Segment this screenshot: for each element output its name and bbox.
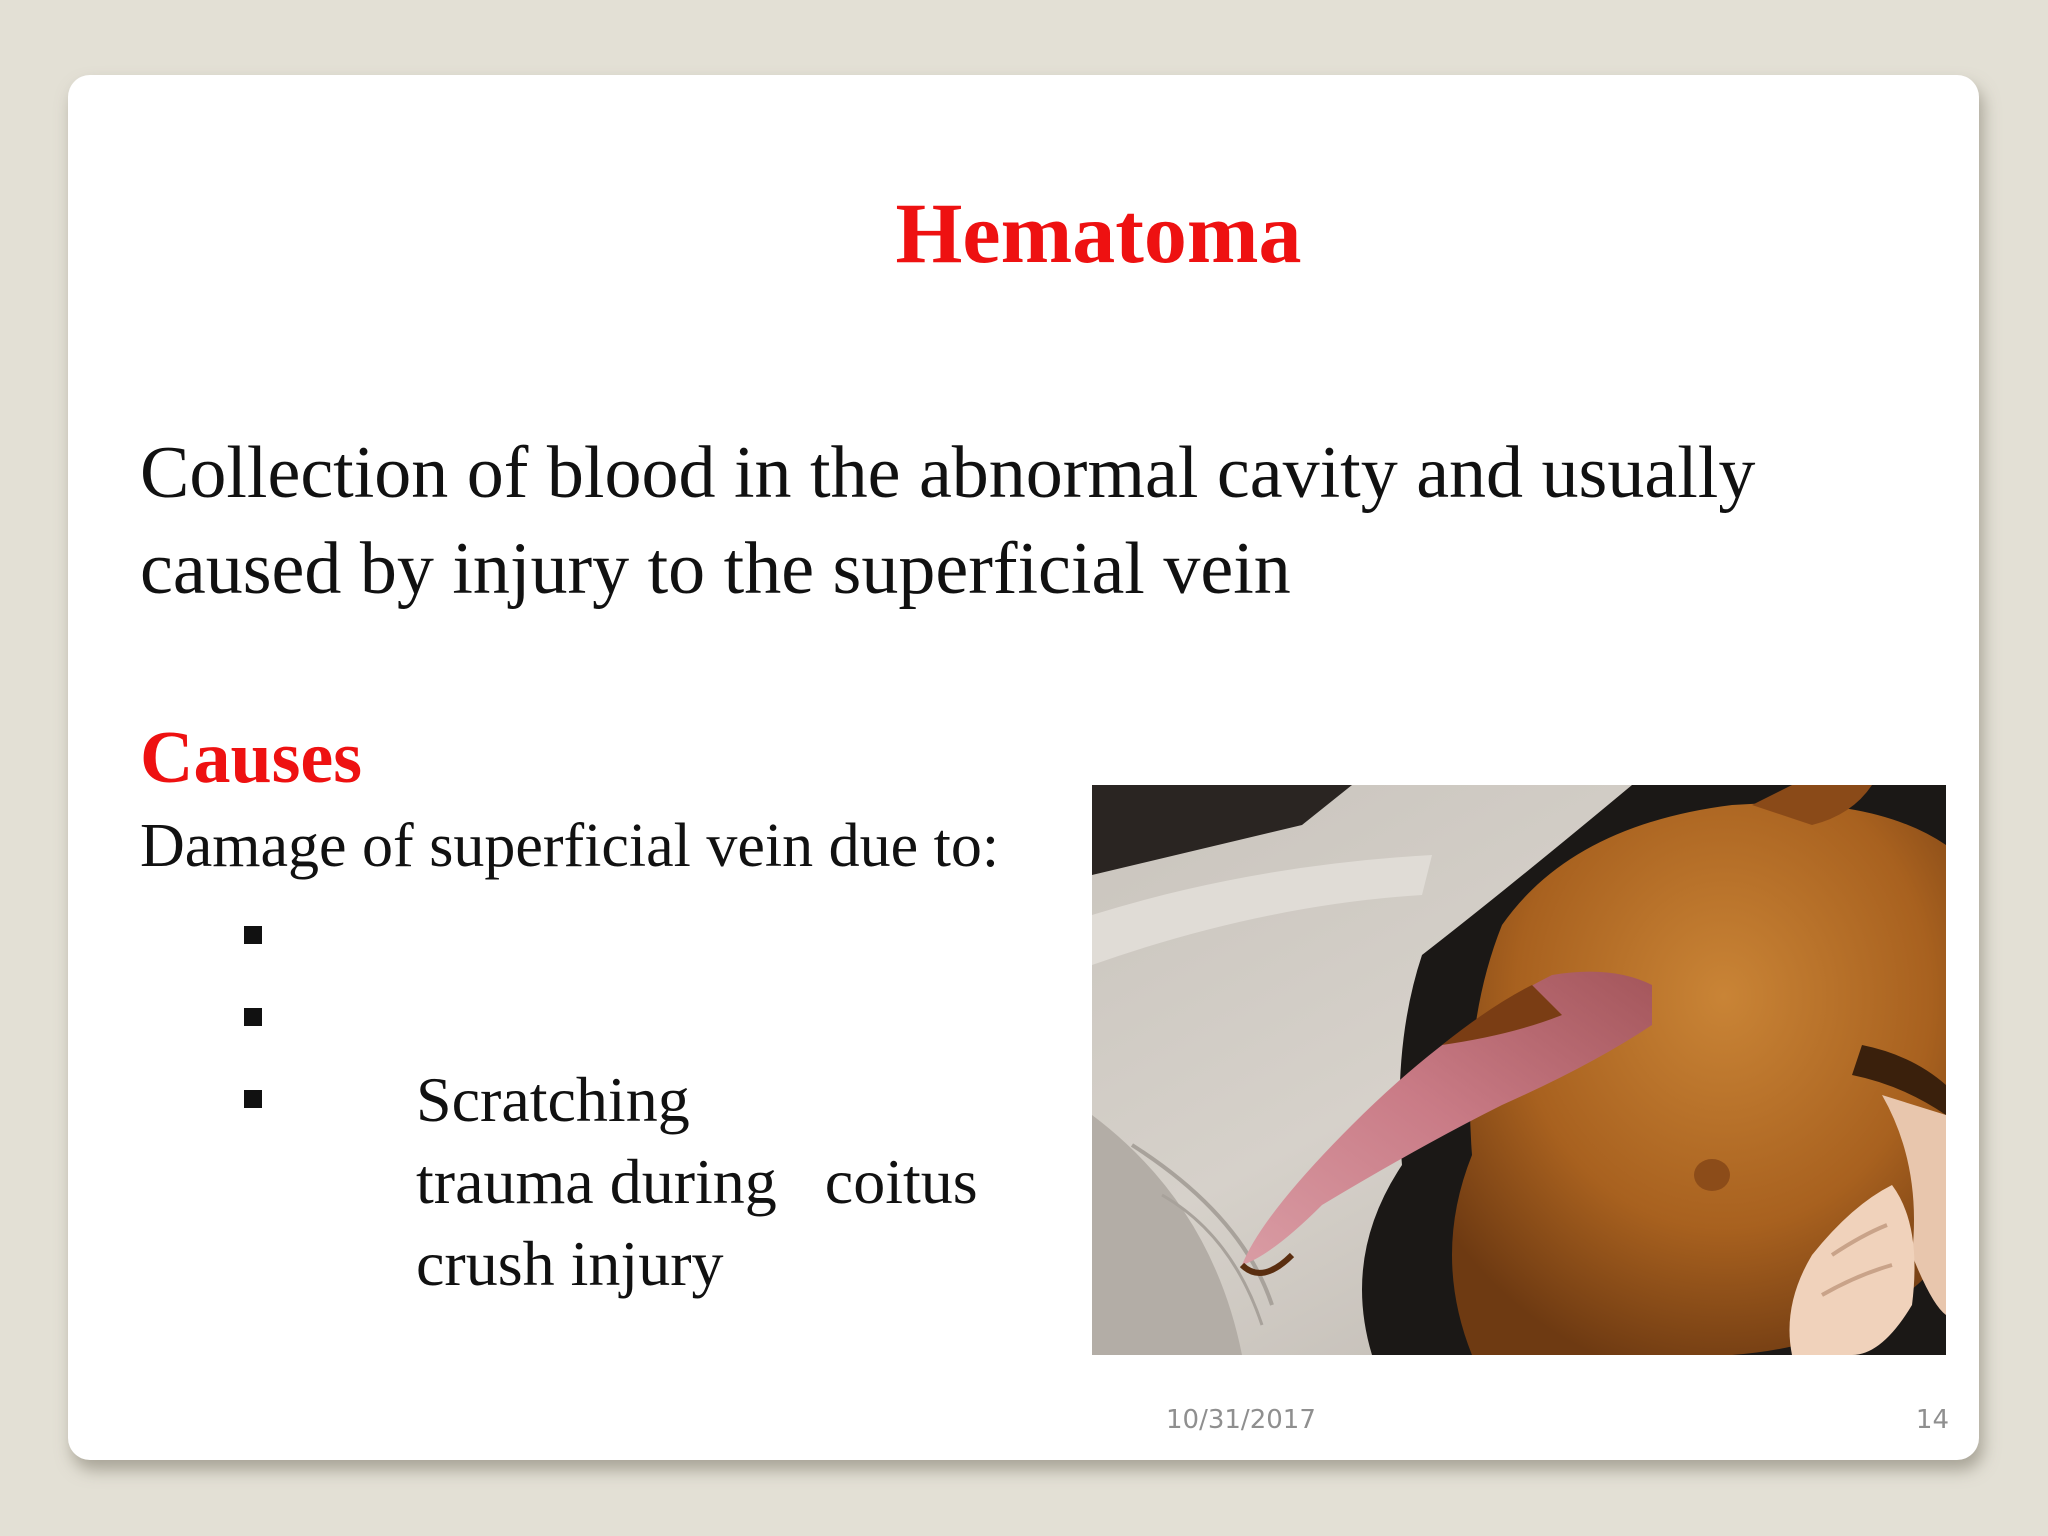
- list-item: [244, 895, 978, 1135]
- causes-list: [244, 895, 978, 1299]
- dog-photo-illustration: [1092, 785, 1946, 1355]
- intro-paragraph: Collection of blood in the abnormal cavity and usually caused by injury to the superficial vein: [140, 432, 1756, 610]
- square-bullet-icon: [244, 926, 262, 944]
- damage-line: Damage of superficial vein due to:: [140, 812, 1000, 880]
- list-item-text: Scratching: [416, 1064, 690, 1135]
- footer-date: 10/31/2017: [1166, 1405, 1316, 1435]
- list-item-text: trauma during coitus: [416, 1146, 978, 1217]
- dog-ear-hematoma-photo: [1092, 785, 1946, 1355]
- slide: [68, 75, 1979, 1460]
- footer-page-number: 14: [1915, 1405, 1949, 1435]
- causes-heading: Causes: [140, 717, 363, 799]
- square-bullet-icon: [244, 1008, 262, 1026]
- list-item-text: crush injury: [416, 1228, 724, 1299]
- square-bullet-icon: [244, 1090, 262, 1108]
- slide-title: Hematoma: [895, 185, 1302, 281]
